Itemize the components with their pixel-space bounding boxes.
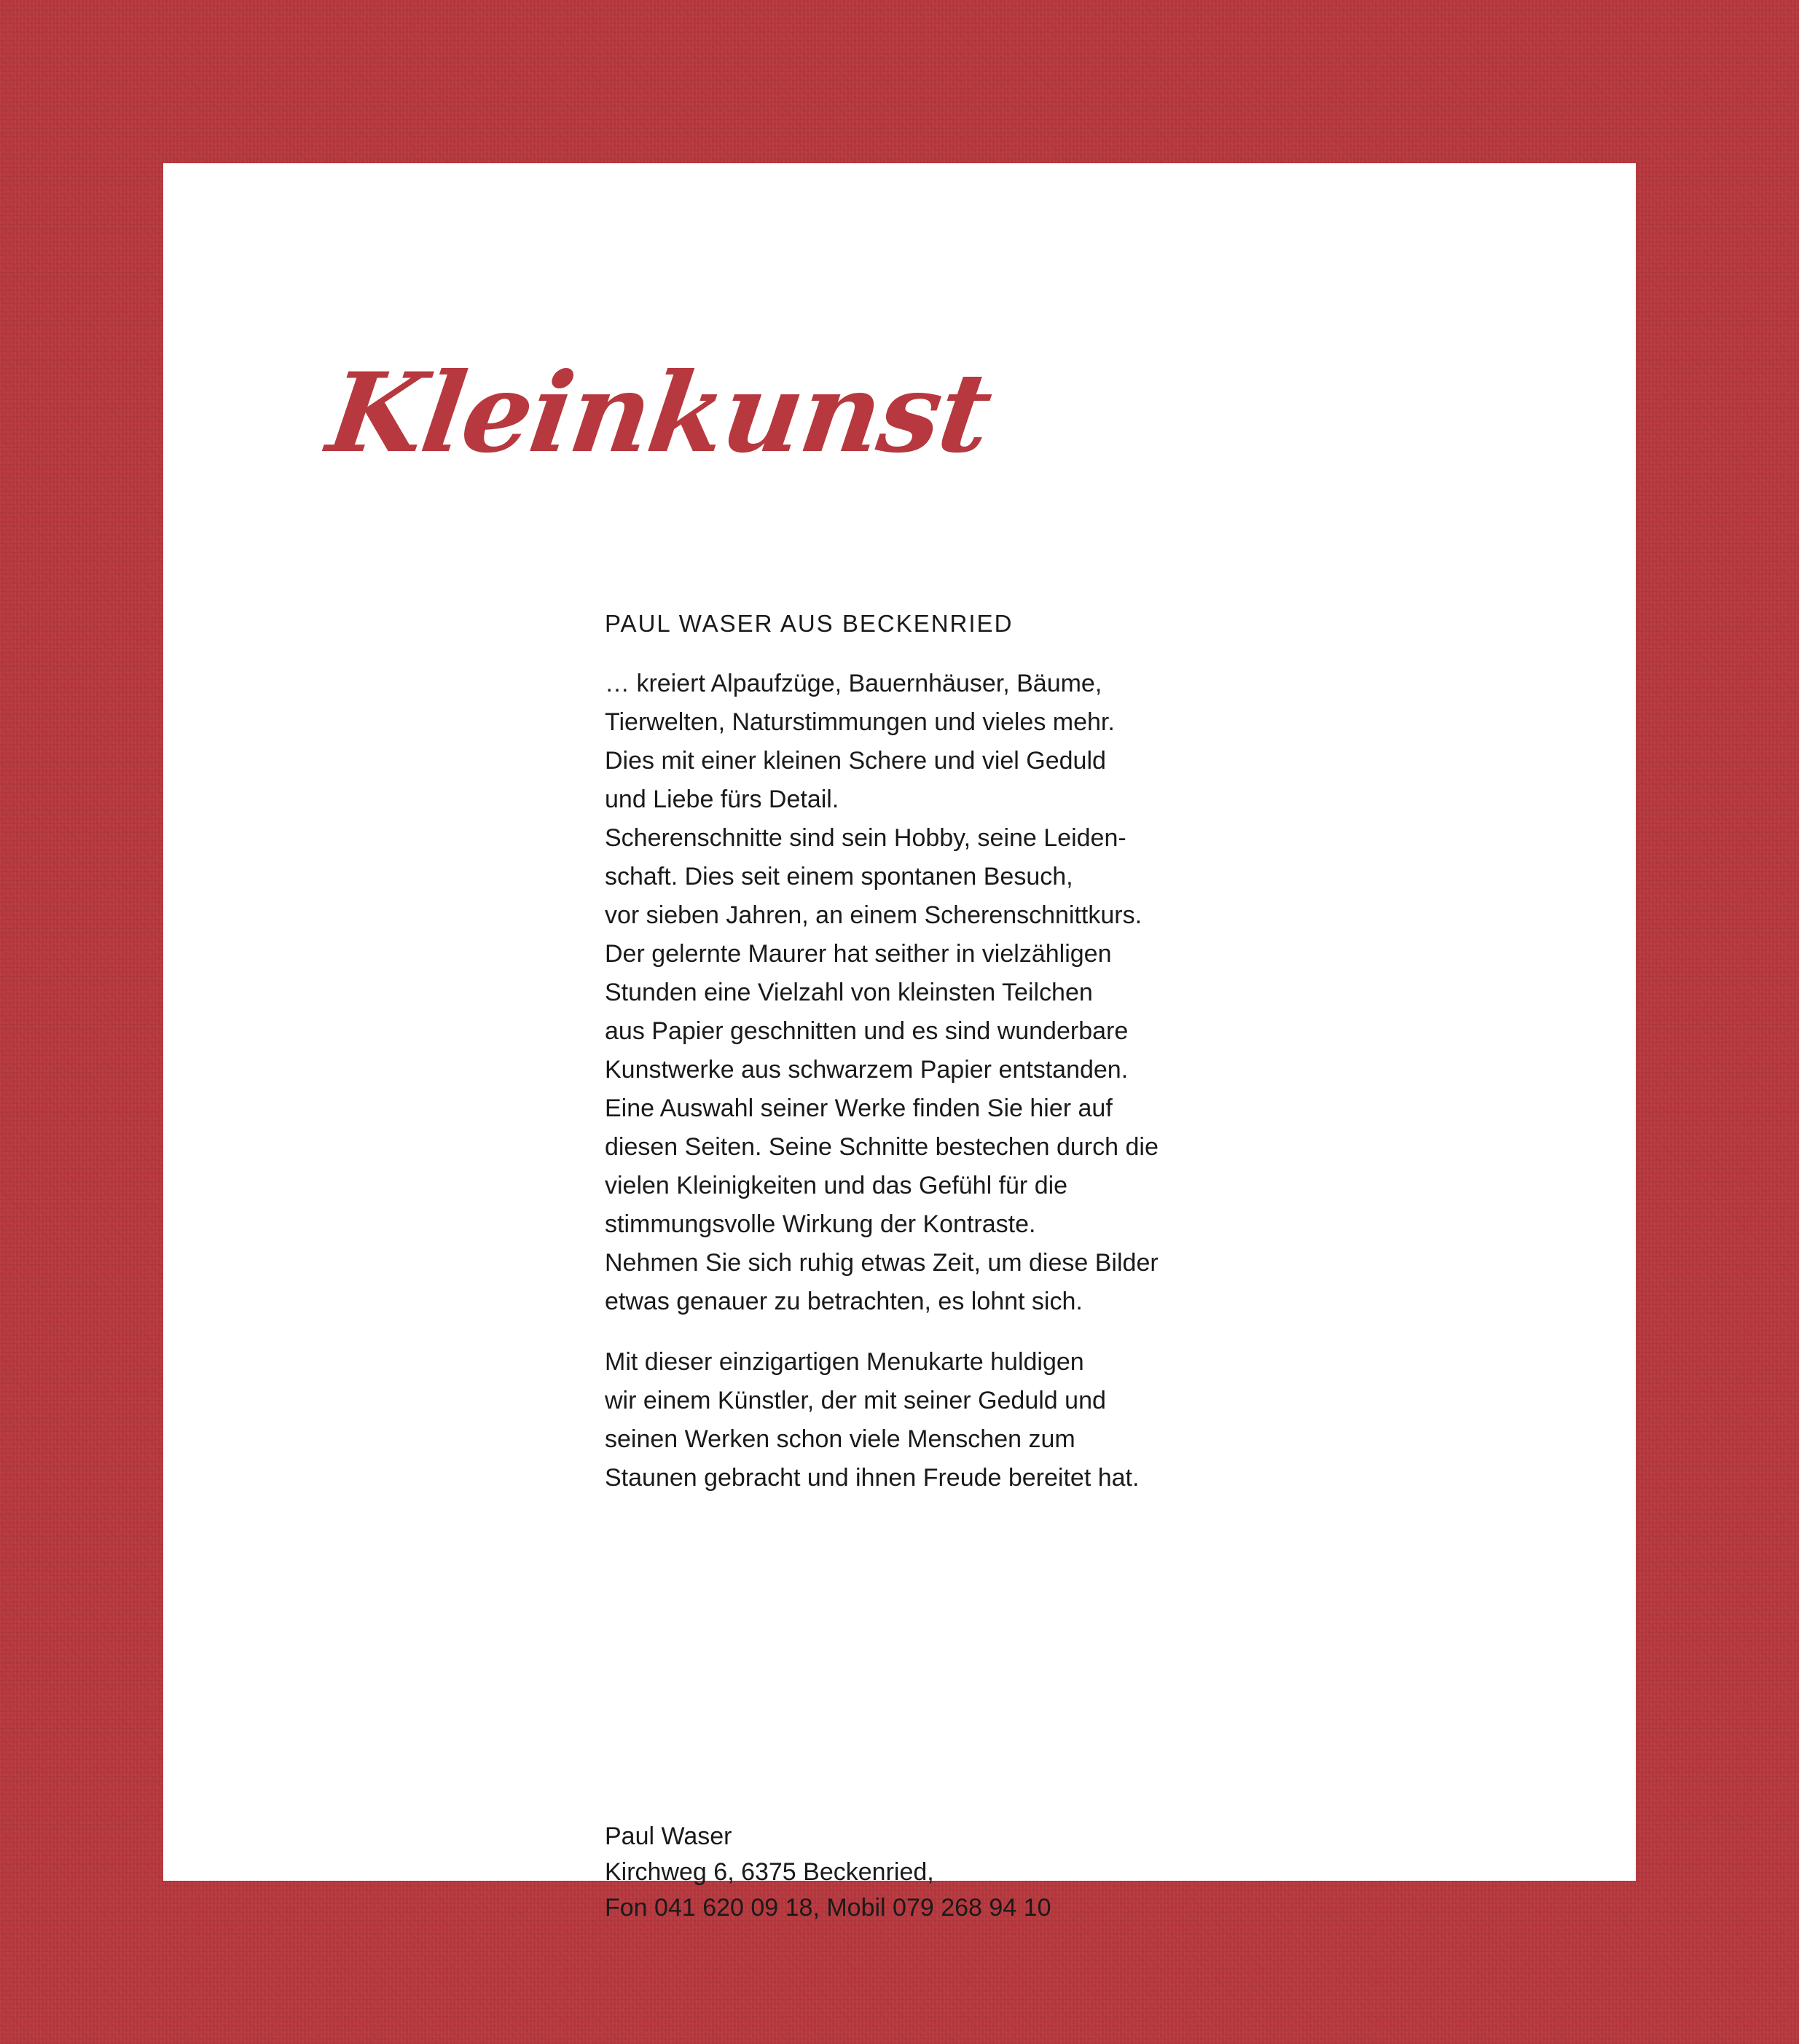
text-line: schaft. Dies seit einem spontanen Besuch,: [605, 863, 1073, 890]
text-line: Mit dieser einzigartigen Menukarte huldigen: [605, 1348, 1084, 1376]
article-body: [605, 608, 1261, 1497]
contact-address: Kirchweg 6, 6375 Beckenried,: [605, 1858, 934, 1886]
text-line: Stunden eine Vielzahl von kleinsten Teilchen: [605, 979, 1093, 1006]
contact-phone: Fon 041 620 09 18, Mobil 079 268 94 10: [605, 1894, 1051, 1922]
text-line: etwas genauer zu betrachten, es lohnt sich.: [605, 1288, 1083, 1315]
text-line: Tierwelten, Naturstimmungen und vieles mehr.: [605, 708, 1115, 736]
text-line: Kunstwerke aus schwarzem Papier entstanden.: [605, 1056, 1129, 1084]
paragraph-dedication: [605, 1343, 1261, 1497]
text-line: aus Papier geschnitten und es sind wunderbare: [605, 1017, 1129, 1045]
text-line: Eine Auswahl seiner Werke finden Sie hier auf: [605, 1095, 1113, 1122]
paragraph-intro: [605, 665, 1261, 1321]
text-line: stimmungsvolle Wirkung der Kontraste.: [605, 1210, 1036, 1238]
contact-block: [605, 1819, 1051, 1926]
text-line: wir einem Künstler, der mit seiner Geduld und: [605, 1387, 1106, 1414]
article-heading: PAUL WASER AUS BECKENRIED: [605, 610, 1014, 637]
contact-name: Paul Waser: [605, 1822, 732, 1850]
text-line: Der gelernte Maurer hat seither in vielzähligen: [605, 940, 1112, 968]
page-title: Kleinkunst: [321, 349, 998, 477]
text-line: Scherenschnitte sind sein Hobby, seine Leiden-: [605, 824, 1126, 852]
text-line: und Liebe fürs Detail.: [605, 786, 839, 813]
text-line: seinen Werken schon viele Menschen zum: [605, 1425, 1075, 1453]
text-line: vielen Kleinigkeiten und das Gefühl für die: [605, 1172, 1068, 1199]
text-line: vor sieben Jahren, an einem Scherenschnittkurs.: [605, 901, 1142, 929]
text-line: Nehmen Sie sich ruhig etwas Zeit, um diese Bilder: [605, 1249, 1159, 1277]
text-line: Dies mit einer kleinen Schere und viel Geduld: [605, 747, 1106, 775]
content-card: [163, 163, 1636, 1922]
text-line: … kreiert Alpaufzüge, Bauernhäuser, Bäume,: [605, 670, 1102, 697]
text-line: Staunen gebracht und ihnen Freude bereitet hat.: [605, 1464, 1140, 1492]
text-line: diesen Seiten. Seine Schnitte bestechen durch die: [605, 1133, 1159, 1161]
